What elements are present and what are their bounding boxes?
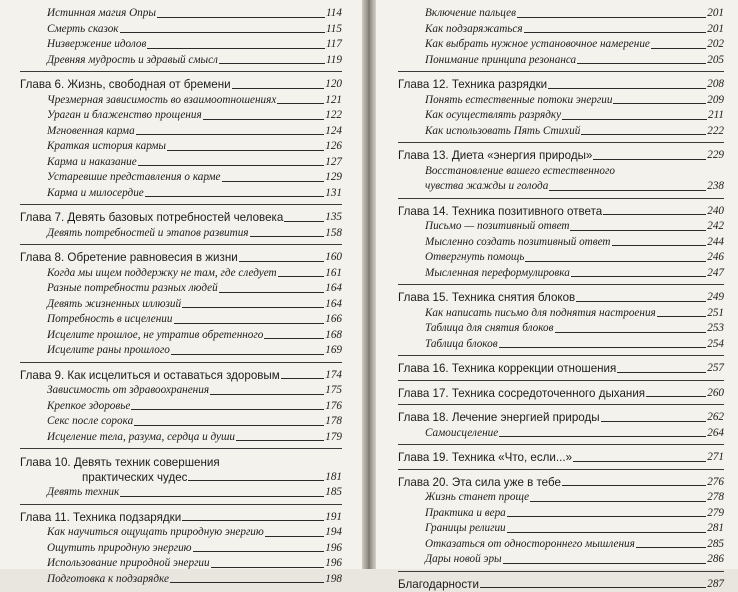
toc-subsection-entry: [398, 164, 724, 180]
toc-subsection-title: Исцелите раны прошлого: [47, 343, 170, 359]
toc-subsection-title: Понять естественные потоки энергии: [425, 93, 612, 109]
toc-subsection-entry: [20, 541, 342, 557]
dot-leader: [657, 316, 706, 317]
toc-subsection-entry: [20, 343, 342, 359]
toc-page-number: 164: [325, 297, 342, 313]
toc-chapter-entry: [20, 210, 342, 226]
toc-page-number: 174: [325, 368, 342, 384]
toc-page-number: 158: [325, 226, 342, 242]
toc-subsection-entry: [20, 226, 342, 242]
dot-leader: [571, 276, 706, 277]
toc-subsection-title: Древняя мудрость и здравый смысл: [47, 53, 218, 69]
toc-page-number: 285: [707, 537, 724, 553]
dot-leader: [134, 425, 324, 426]
dot-leader: [167, 150, 324, 151]
toc-page-number: 115: [326, 22, 342, 38]
dot-leader: [612, 245, 707, 246]
toc-page-number: 117: [326, 37, 342, 53]
toc-subsection-entry: [20, 155, 342, 171]
toc-page-number: 229: [707, 148, 724, 164]
dot-leader: [182, 307, 324, 308]
book-gutter: [362, 0, 376, 569]
toc-page-number: 131: [325, 186, 342, 202]
toc-chapter-entry: [398, 77, 724, 93]
toc-page-number: 238: [707, 179, 724, 195]
toc-subsection-title: Мгновенная карма: [47, 124, 135, 140]
toc-page-number: 278: [707, 490, 724, 506]
toc-page-number: 222: [707, 124, 724, 140]
separator-line: [20, 204, 342, 205]
dot-leader: [499, 436, 706, 437]
dot-leader: [549, 190, 706, 191]
toc-subsection-entry: [398, 37, 724, 53]
separator-line: [20, 362, 342, 363]
dot-leader: [232, 88, 325, 89]
dot-leader: [593, 159, 706, 160]
toc-subsection-title: Девять жизненных иллюзий: [47, 297, 181, 313]
dot-leader: [530, 501, 706, 502]
dot-leader: [278, 276, 325, 277]
toc-page-number: 164: [325, 281, 342, 297]
dot-leader: [555, 332, 707, 333]
toc-subsection-entry: [398, 124, 724, 140]
toc-chapter-entry: [20, 77, 342, 93]
toc-subsection-entry: [398, 426, 724, 442]
toc-chapter-title: Глава 7. Девять базовых потребностей человека: [20, 210, 283, 226]
dot-leader: [174, 323, 325, 324]
toc-chapter-title: Глава 13. Диета «энергия природы»: [398, 148, 592, 164]
dot-leader: [182, 520, 324, 521]
dot-leader: [250, 236, 325, 237]
toc-page-number: 178: [325, 414, 342, 430]
dot-leader: [570, 230, 706, 231]
toc-chapter-entry: [398, 204, 724, 220]
dot-leader: [145, 196, 324, 197]
toc-page-number: 202: [707, 37, 724, 53]
dot-leader: [503, 563, 707, 564]
dot-leader: [157, 17, 325, 18]
dot-leader: [517, 17, 706, 18]
toc-subsection-title: Крепкое здоровье: [47, 399, 130, 415]
dot-leader: [239, 261, 324, 262]
toc-subsection-title: Краткая история кармы: [47, 139, 166, 155]
toc-subsection-entry: [398, 53, 724, 69]
toc-subsection-title: Низвержение идолов: [47, 37, 146, 53]
toc-subsection-entry: [398, 490, 724, 506]
toc-subsection-title: Письмо — позитивный ответ: [425, 219, 569, 235]
dot-leader: [131, 409, 324, 410]
toc-subsection-entry: [398, 108, 724, 124]
toc-subsection-entry: [398, 537, 724, 553]
dot-leader: [636, 547, 706, 548]
toc-chapter-entry: [398, 475, 724, 491]
toc-subsection-title: Мысленно создать позитивный ответ: [425, 235, 611, 251]
dot-leader: [236, 440, 324, 441]
toc-page-number: 191: [325, 510, 342, 526]
toc-subsection-entry: [398, 250, 724, 266]
toc-subsection-title: Дары новой эры: [425, 552, 502, 568]
separator-line: [20, 244, 342, 245]
separator-line: [398, 71, 724, 72]
toc-subsection-entry: [20, 414, 342, 430]
toc-subsection-title: Смерть сказок: [47, 22, 119, 38]
toc-chapter-title: Глава 14. Техника позитивного ответа: [398, 204, 602, 220]
toc-subsection-title: Как научиться ощущать природную энергию: [47, 525, 264, 541]
toc-chapter-entry: [20, 250, 342, 266]
toc-page-number: 176: [325, 399, 342, 415]
toc-subsection-entry-cont: [398, 179, 724, 195]
separator-line: [398, 404, 724, 405]
toc-chapter-title: Глава 12. Техника разрядки: [398, 77, 547, 93]
toc-subsection-title: Как подзаряжаться: [425, 22, 523, 38]
toc-chapter-title: Глава 11. Техника подзарядки: [20, 510, 181, 526]
dot-leader: [136, 134, 325, 135]
toc-chapter-entry: [398, 290, 724, 306]
toc-chapter-entry: [20, 454, 342, 470]
dot-leader: [601, 421, 707, 422]
toc-subsection-entry: [20, 383, 342, 399]
dot-leader: [281, 378, 324, 379]
toc-subsection-entry: [20, 525, 342, 541]
toc-page-number: 257: [707, 361, 724, 377]
toc-page-number: 126: [325, 139, 342, 155]
toc-subsection-title: Карма и наказание: [47, 155, 137, 171]
toc-subsection-entry: [20, 399, 342, 415]
dot-leader: [193, 551, 325, 552]
toc-subsection-entry: [20, 22, 342, 38]
dot-leader: [646, 396, 706, 397]
toc-page-number: 194: [325, 525, 342, 541]
dot-leader: [573, 461, 706, 462]
toc-page-number: 205: [707, 53, 724, 69]
toc-page-number: 161: [325, 266, 342, 282]
dot-leader: [577, 63, 706, 64]
dot-leader: [188, 480, 324, 481]
toc-page-number: 185: [325, 485, 342, 501]
toc-subsection-entry: [20, 430, 342, 446]
dot-leader: [576, 301, 706, 302]
dot-leader: [264, 338, 324, 339]
toc-page-number: 208: [707, 77, 724, 93]
toc-subsection-entry: [20, 37, 342, 53]
toc-page-number: 201: [707, 6, 724, 22]
toc-subsection-title: Устаревшие представления о карме: [47, 170, 221, 186]
toc-chapter-title: Глава 8. Обретение равновесия в жизни: [20, 250, 238, 266]
dot-leader: [211, 567, 325, 568]
toc-chapter-entry: [398, 410, 724, 426]
toc-chapter-entry: [20, 510, 342, 526]
toc-page-number: 135: [325, 210, 342, 226]
toc-subsection-entry: [398, 6, 724, 22]
toc-page-number: 122: [325, 108, 342, 124]
dot-leader: [603, 214, 706, 215]
dot-leader: [219, 63, 325, 64]
toc-subsection-entry: [20, 93, 342, 109]
toc-subsection-title: Исцеление тела, разума, сердца и души: [47, 430, 235, 446]
toc-page-number: 260: [707, 386, 724, 402]
toc-chapter-entry: [20, 368, 342, 384]
right-page: [376, 0, 738, 569]
toc-chapter-title: Глава 18. Лечение энергией природы: [398, 410, 600, 426]
dot-leader: [170, 582, 324, 583]
dot-leader: [120, 32, 326, 33]
toc-page-number: 281: [707, 521, 724, 537]
toc-page-number: 287: [707, 577, 724, 592]
toc-subsection-entry: [20, 6, 342, 22]
toc-page-number: 179: [325, 430, 342, 446]
toc-page-number: 276: [707, 475, 724, 491]
toc-page-number: 240: [707, 204, 724, 220]
toc-subsection-entry: [398, 219, 724, 235]
separator-line: [20, 448, 342, 449]
toc-subsection-title: Как использовать Пять Стихий: [425, 124, 580, 140]
toc-subsection-entry: [398, 235, 724, 251]
toc-subsection-entry: [398, 93, 724, 109]
toc-chapter-title: Глава 10. Девять техник совершения: [20, 455, 220, 470]
toc-subsection-entry: [20, 186, 342, 202]
toc-subsection-title: Как выбрать нужное установочное намерение: [425, 37, 650, 53]
toc-subsection-entry: [398, 552, 724, 568]
toc-subsection-title: Девять потребностей и этапов развития: [47, 226, 249, 242]
toc-chapter-title: Глава 6. Жизнь, свободная от бремени: [20, 77, 231, 93]
toc-page-number: 251: [707, 306, 724, 322]
toc-subsection-title: Карма и милосердие: [47, 186, 144, 202]
separator-line: [20, 504, 342, 505]
toc-page-number: 196: [325, 556, 342, 572]
dot-leader: [147, 48, 325, 49]
toc-subsection-title: Таблица для снятия блоков: [425, 321, 554, 337]
toc-subsection-title: Ураган и блаженство прощения: [47, 108, 202, 124]
dot-leader: [617, 372, 706, 373]
dot-leader: [277, 103, 324, 104]
toc-subsection-title: Как осуществлять разрядку: [425, 108, 561, 124]
toc-page-number: 129: [325, 170, 342, 186]
toc-page-number: 254: [707, 337, 724, 353]
toc-page-number: 262: [707, 410, 724, 426]
separator-line: [398, 380, 724, 381]
toc-subsection-entry: [398, 337, 724, 353]
dot-leader: [222, 181, 325, 182]
dot-leader: [524, 32, 707, 33]
toc-page-number: 247: [707, 266, 724, 282]
toc-subsection-title: Использование природной энергии: [47, 556, 210, 572]
toc-page-number: 124: [325, 124, 342, 140]
toc-chapter-entry: [398, 148, 724, 164]
separator-line: [20, 71, 342, 72]
toc-subsection-title: Понимание принципа резонанса: [425, 53, 576, 69]
toc-page-number: 242: [707, 219, 724, 235]
toc-subsection-title: Секс после сорока: [47, 414, 133, 430]
toc-page-number: 119: [326, 53, 342, 69]
toc-page-number: 249: [707, 290, 724, 306]
toc-subsection-title: Потребность в исцелении: [47, 312, 173, 328]
separator-line: [398, 198, 724, 199]
toc-page-number: 279: [707, 506, 724, 522]
dot-leader: [562, 119, 707, 120]
toc-page-number: 121: [325, 93, 342, 109]
dot-leader: [507, 532, 707, 533]
toc-subsection-title: Таблица блоков: [425, 337, 498, 353]
toc-chapter-entry: [398, 577, 724, 592]
toc-chapter-title: Глава 15. Техника снятия блоков: [398, 290, 575, 306]
dot-leader: [171, 354, 324, 355]
toc-page-number: 246: [707, 250, 724, 266]
toc-subsection-entry: [20, 53, 342, 69]
toc-subsection-entry: [20, 108, 342, 124]
toc-subsection-title: Мысленная переформулировка: [425, 266, 570, 282]
toc-page-number: 209: [707, 93, 724, 109]
toc-subsection-entry: [20, 485, 342, 501]
toc-chapter-title-cont: практических чудес: [82, 470, 187, 485]
toc-subsection-title: Отказаться от одностороннего мышления: [425, 537, 635, 553]
left-page: [0, 0, 362, 569]
toc-subsection-title-cont: чувства жажды и голода: [425, 179, 548, 195]
toc-subsection-entry: [20, 124, 342, 140]
toc-page-number: 264: [707, 426, 724, 442]
separator-line: [398, 444, 724, 445]
toc-subsection-entry: [20, 170, 342, 186]
dot-leader: [581, 134, 706, 135]
separator-line: [398, 284, 724, 285]
toc-subsection-title: Исцелите прошлое, не утратив обретенного: [47, 328, 263, 344]
toc-subsection-title: Когда мы ищем поддержку не там, где следует: [47, 266, 277, 282]
dot-leader: [203, 119, 325, 120]
dot-leader: [507, 516, 706, 517]
toc-chapter-entry: [398, 450, 724, 466]
dot-leader: [525, 261, 706, 262]
toc-subsection-entry: [398, 22, 724, 38]
toc-subsection-title: Подготовка к подзарядке: [47, 572, 169, 588]
toc-subsection-entry: [20, 266, 342, 282]
separator-line: [398, 469, 724, 470]
toc-chapter-title: Глава 19. Техника «Что, если...»: [398, 450, 572, 466]
toc-subsection-entry: [398, 321, 724, 337]
toc-chapter-entry: [398, 361, 724, 377]
toc-subsection-entry: [398, 521, 724, 537]
dot-leader: [499, 347, 707, 348]
toc-chapter-entry-cont: [20, 470, 342, 486]
toc-subsection-entry: [20, 328, 342, 344]
toc-subsection-entry: [398, 506, 724, 522]
toc-subsection-entry: [20, 556, 342, 572]
toc-subsection-entry: [20, 139, 342, 155]
dot-leader: [613, 103, 706, 104]
toc-subsection-title: Истинная магия Опры: [47, 6, 156, 22]
dot-leader: [548, 88, 706, 89]
toc-subsection-title: Разные потребности разных людей: [47, 281, 218, 297]
dot-leader: [120, 496, 324, 497]
toc-page-number: 196: [325, 541, 342, 557]
toc-subsection-title: Чрезмерная зависимость во взаимоотношениях: [47, 93, 276, 109]
toc-page-number: 198: [325, 572, 342, 588]
separator-line: [398, 571, 724, 572]
toc-subsection-title: Самоисцеление: [425, 426, 498, 442]
toc-page-number: 127: [325, 155, 342, 171]
toc-subsection-entry: [20, 312, 342, 328]
toc-subsection-title: Восстановление вашего естественного: [425, 164, 615, 180]
toc-chapter-title: Глава 9. Как исцелиться и оставаться здоровым: [20, 368, 280, 384]
toc-subsection-title: Отвергнуть помощь: [425, 250, 524, 266]
separator-line: [398, 355, 724, 356]
dot-leader: [480, 587, 706, 588]
dot-leader: [219, 292, 325, 293]
toc-page-number: 175: [325, 383, 342, 399]
toc-page-number: 286: [707, 552, 724, 568]
dot-leader: [265, 536, 324, 537]
toc-subsection-title: Жизнь станет проще: [425, 490, 529, 506]
toc-subsection-entry: [20, 281, 342, 297]
separator-line: [398, 142, 724, 143]
toc-subsection-title: Границы религии: [425, 521, 506, 537]
dot-leader: [138, 165, 324, 166]
toc-chapter-title: Глава 16. Техника коррекции отношения: [398, 361, 616, 377]
dot-leader: [284, 221, 324, 222]
dot-leader: [210, 394, 324, 395]
toc-page-number: 211: [708, 108, 724, 124]
toc-page-number: 120: [325, 77, 342, 93]
toc-page-number: 244: [707, 235, 724, 251]
toc-subsection-title: Практика и вера: [425, 506, 506, 522]
toc-subsection-title: Как написать письмо для поднятия настроения: [425, 306, 656, 322]
toc-subsection-title: Ощутить природную энергию: [47, 541, 192, 557]
toc-subsection-title: Зависимость от здравоохранения: [47, 383, 209, 399]
toc-page-number: 181: [325, 470, 342, 485]
toc-page-number: 160: [325, 250, 342, 266]
dot-leader: [562, 485, 706, 486]
toc-page-number: 271: [707, 450, 724, 466]
toc-page-number: 253: [707, 321, 724, 337]
toc-chapter-title: Глава 17. Техника сосредоточенного дыхания: [398, 386, 645, 402]
toc-page-number: 168: [325, 328, 342, 344]
toc-chapter-title: Благодарности: [398, 577, 479, 592]
toc-chapter-entry: [398, 386, 724, 402]
toc-subsection-entry: [398, 306, 724, 322]
toc-subsection-entry: [20, 297, 342, 313]
toc-subsection-title: Девять техник: [47, 485, 119, 501]
toc-page-number: 114: [326, 6, 342, 22]
dot-leader: [651, 48, 706, 49]
toc-subsection-entry: [20, 572, 342, 588]
toc-page-number: 201: [707, 22, 724, 38]
toc-page-number: 169: [325, 343, 342, 359]
toc-subsection-title: Включение пальцев: [425, 6, 516, 22]
toc-subsection-entry: [398, 266, 724, 282]
toc-page-number: 166: [325, 312, 342, 328]
toc-chapter-title: Глава 20. Эта сила уже в тебе: [398, 475, 561, 491]
